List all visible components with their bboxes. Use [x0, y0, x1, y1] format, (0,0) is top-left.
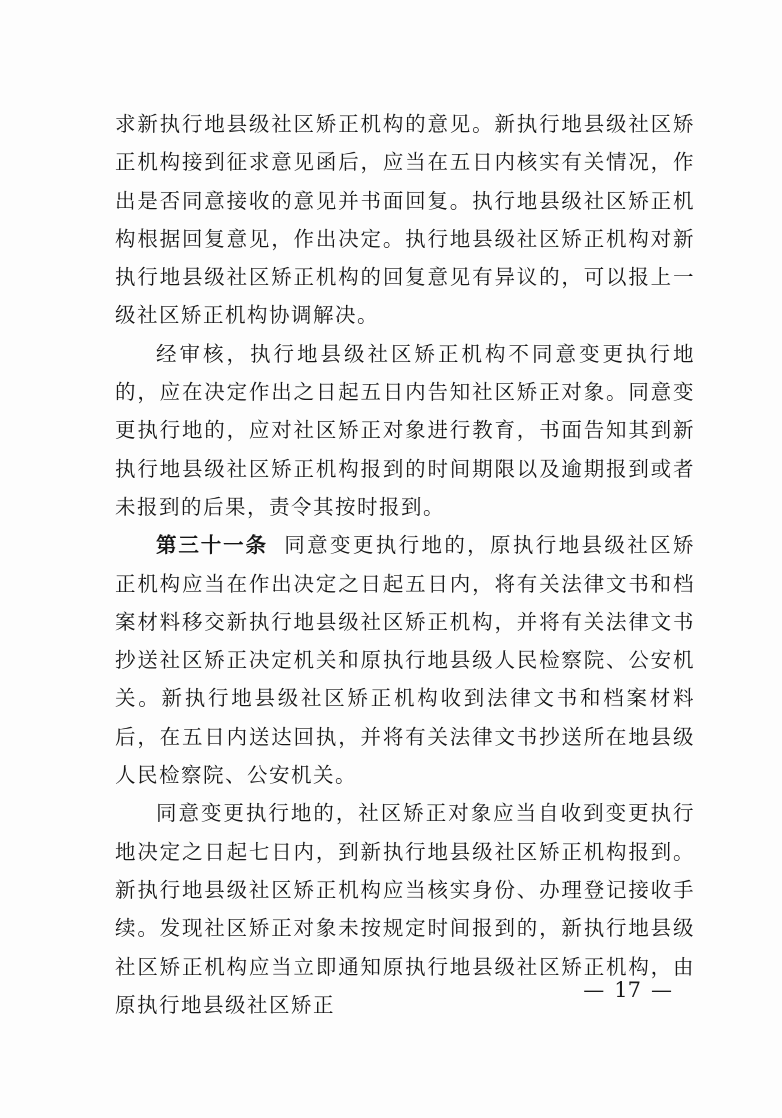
page-number-value: 17	[614, 978, 641, 1002]
article-body: 同意变更执行地的，原执行地县级社区矫正机构应当在作出决定之日起五日内，将有关法律文书和档案材料移交新执行地县级社区矫正机构，并将有关法律文书抄送社区矫正决定机关和原执行地县级人民检察院、公安机关。新执行地县级社区矫正机构收到法律文书和档案材料后，在五日内送达回执，并将有关法律文书抄送所在地县级人民检察院、公安机关。	[115, 533, 695, 788]
page-number-dash-right: —	[651, 978, 672, 1002]
body-text	[115, 105, 695, 1024]
page-number-dash-left: —	[583, 978, 605, 1002]
page-number	[0, 978, 782, 1002]
paragraph: 经审核，执行地县级社区矫正机构不同意变更执行地的，应在决定作出之日起五日内告知社区矫正对象。同意变更执行地的，应对社区矫正对象进行教育，书面告知其到新执行地县级社区矫正机构报到的时间期限以及逾期报到或者未报到的后果，责令其按时报到。	[115, 341, 695, 519]
article-paragraph	[115, 526, 695, 794]
article-heading: 第三十一条	[156, 533, 268, 558]
paragraph-continuation: 求新执行地县级社区矫正机构的意见。新执行地县级社区矫正机构接到征求意见函后，应当在五日内核实有关情况，作出是否同意接收的意见并书面回复。执行地县级社区矫正机构根据回复意见，作出决定。执行地县级社区矫正机构对新执行地县级社区矫正机构的回复意见有异议的，可以报上一级社区矫正机构协调解决。	[115, 112, 695, 328]
paragraph: 同意变更执行地的，社区矫正对象应当自收到变更执行地决定之日起七日内，到新执行地县级社区矫正机构报到。新执行地县级社区矫正机构应当核实身份、办理登记接收手续。发现社区矫正对象未按规定时间报到的，新执行地县级社区矫正机构应当立即通知原执行地县级社区矫正机构，由原执行地县级社区矫正	[115, 801, 695, 1017]
